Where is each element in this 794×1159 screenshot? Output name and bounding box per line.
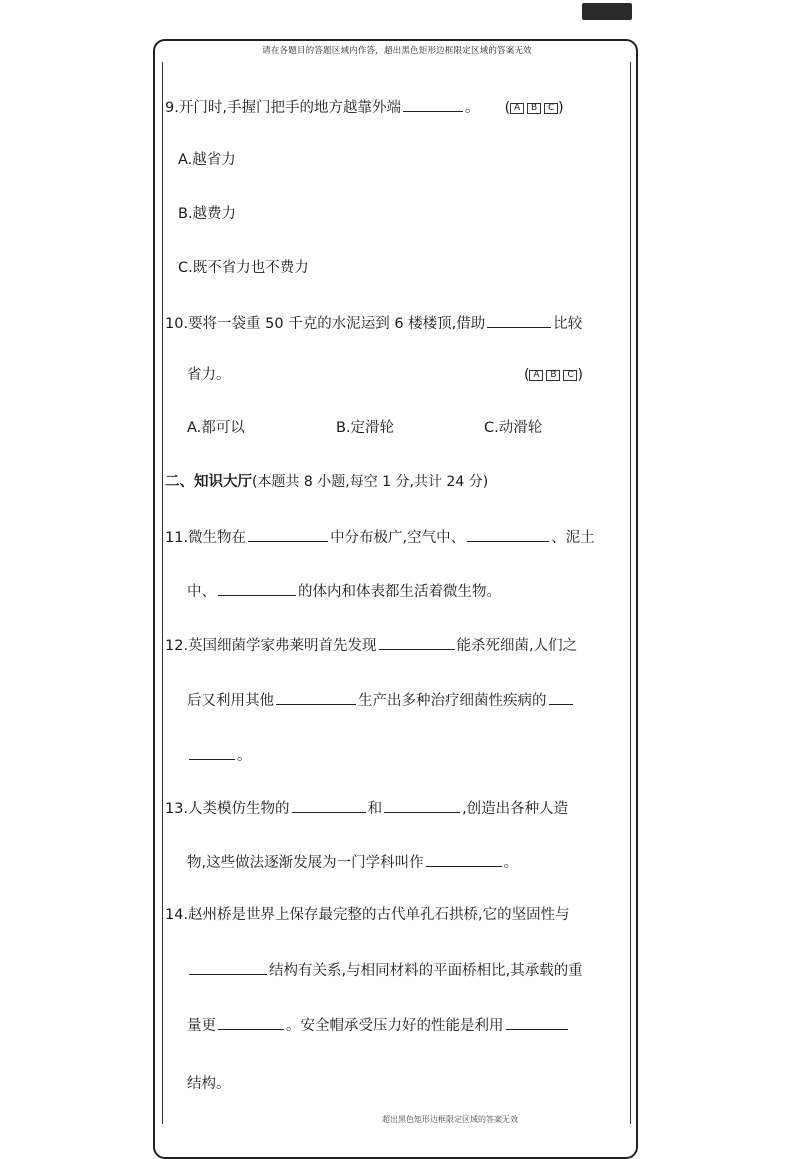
q9-stem-text: 9.开门时,手握门把手的地方越靠外端 — [165, 100, 401, 116]
q12-text-5: 。 — [237, 748, 252, 764]
q13-text-3: ,创造出各种人造 — [462, 801, 569, 817]
q9-choice-b[interactable]: B — [527, 103, 541, 114]
section-2-title: 二、知识大厅 — [165, 474, 252, 490]
q12-text-1: 12.英国细菌学家弗莱明首先发现 — [165, 638, 377, 654]
q10-stem-tail: 比较 — [553, 316, 583, 332]
q13-text-4: 物,这些做法逐渐发展为一门学科叫作 — [187, 855, 424, 871]
section-2-heading — [165, 473, 488, 491]
q11-blank-1[interactable] — [248, 527, 328, 542]
q14-text-3: 量更 — [187, 1018, 216, 1034]
q13-blank-3[interactable] — [426, 852, 502, 867]
q10-stem-line1 — [165, 313, 582, 333]
q14-line3 — [187, 1015, 570, 1035]
q11-text-4: 中、 — [187, 584, 216, 600]
q14-blank-1[interactable] — [189, 960, 267, 975]
q13-text-5: 。 — [503, 855, 519, 871]
header-notice: 请在各题目的答题区域内作答，超出黑色矩形边框限定区域的答案无效 — [262, 46, 532, 56]
q13-line2 — [187, 852, 518, 872]
q12-line1 — [165, 635, 577, 655]
q9-choice-c[interactable]: C — [544, 103, 558, 114]
q14-line4: 结构。 — [187, 1076, 231, 1092]
q11-line1 — [165, 527, 595, 547]
q9-stem: 9.开门时,手握门把手的地方越靠外端 。 ( A B C ) — [165, 97, 564, 117]
q13-blank-2[interactable] — [384, 798, 460, 813]
q11-text-5: 的体内和体表都生活着微生物。 — [298, 584, 501, 600]
q11-text-2: 中分布极广,空气中、 — [330, 530, 466, 546]
q11-blank-2[interactable] — [467, 527, 549, 542]
q11-line2 — [187, 581, 501, 601]
q10-answer-area: ( A B C ) — [524, 367, 583, 383]
q10-choice-a[interactable]: A — [529, 370, 543, 381]
corner-marker — [582, 3, 632, 20]
q13-text-2: 和 — [367, 801, 383, 817]
q11-text-1: 11.微生物在 — [165, 530, 247, 546]
q9-answer-boxes[interactable] — [510, 103, 558, 114]
q10-blank[interactable] — [487, 313, 551, 328]
q14-blank-3[interactable] — [506, 1015, 568, 1030]
q11-text-3: 、泥土 — [551, 530, 595, 546]
q12-blank-3a[interactable] — [549, 690, 573, 705]
q10-stem-line2: 省力。 — [187, 367, 231, 383]
q12-blank-3b[interactable] — [189, 745, 235, 760]
q10-option-a: A.都可以 — [187, 420, 245, 436]
q14-blank-2[interactable] — [218, 1015, 284, 1030]
q9-blank[interactable] — [403, 97, 463, 112]
q10-stem-text: 10.要将一袋重 50 千克的水泥运到 6 楼楼顶,借助 — [165, 316, 486, 332]
footer-notice: 超出黑色矩形边框限定区域的答案无效 — [382, 1115, 518, 1124]
q12-line3 — [187, 745, 252, 765]
q10-choice-c[interactable]: C — [563, 370, 577, 381]
q12-text-2: 能杀死细菌,人们之 — [456, 638, 578, 654]
q14-text-4: 。安全帽承受压力好的性能是利用 — [286, 1018, 504, 1034]
q13-blank-1[interactable] — [292, 798, 366, 813]
q9-option-b: B.越费力 — [178, 206, 237, 222]
frame-left-rule — [162, 62, 163, 1124]
q10-option-c: C.动滑轮 — [484, 420, 543, 436]
q12-blank-1[interactable] — [379, 635, 455, 650]
q10-option-b: B.定滑轮 — [336, 420, 395, 436]
q9-option-a: A.越省力 — [178, 152, 236, 168]
q12-text-3: 后又利用其他 — [187, 693, 274, 709]
q10-choice-b[interactable]: B — [546, 370, 560, 381]
frame-right-rule — [630, 62, 631, 1124]
q13-text-1: 13.人类模仿生物的 — [165, 801, 290, 817]
q11-blank-3[interactable] — [218, 581, 296, 596]
q10-answer-boxes[interactable] — [529, 370, 577, 381]
q12-text-4: 生产出多种治疗细菌性疾病的 — [358, 693, 547, 709]
q9-option-c: C.既不省力也不费力 — [178, 260, 309, 276]
q12-blank-2[interactable] — [276, 690, 356, 705]
q14-line1: 14.赵州桥是世界上保存最完整的古代单孔石拱桥,它的坚固性与 — [165, 907, 570, 923]
q14-line2 — [187, 960, 583, 980]
q13-line1 — [165, 798, 568, 818]
q12-line2 — [187, 690, 575, 710]
q9-choice-a[interactable]: A — [510, 103, 524, 114]
q9-stem-end: 。 — [464, 100, 480, 116]
q14-text-2: 结构有关系,与相同材料的平面桥相比,其承载的重 — [269, 963, 583, 979]
section-2-note: (本题共 8 小题,每空 1 分,共计 24 分) — [252, 474, 489, 490]
